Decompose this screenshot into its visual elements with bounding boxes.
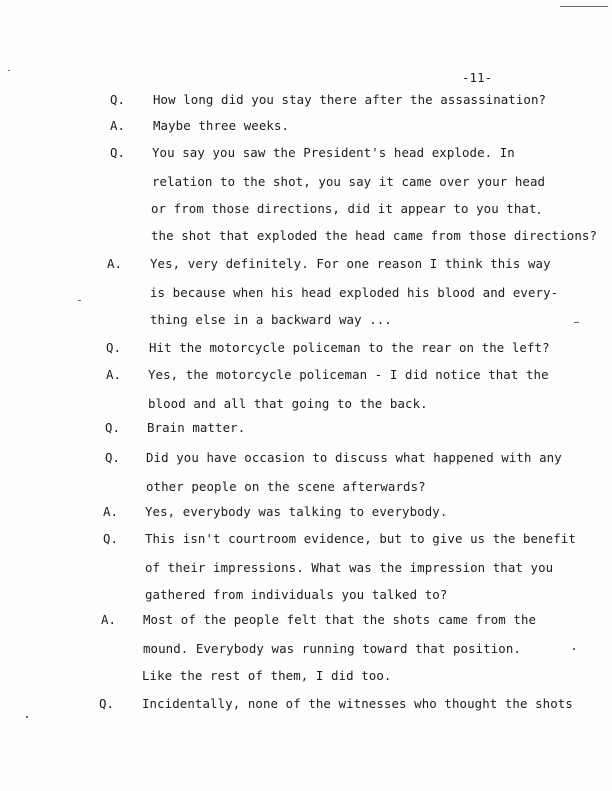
entry-line: the shot that exploded the head came from those directions? [151, 228, 598, 243]
entry-line: How long did you stay there after the assassination? [153, 92, 547, 107]
entry-line: is because when his head exploded his blood and every- [150, 285, 559, 300]
entry-line: other people on the scene afterwards? [146, 479, 426, 494]
entry-line: of their impressions. What was the impression that you [145, 560, 554, 575]
speaker-label: A. [106, 367, 122, 382]
scan-mark [78, 300, 81, 301]
entry-line: Brain matter. [147, 420, 246, 435]
speaker-label: A. [110, 118, 126, 133]
entry-line: Yes, very definitely. For one reason I think this way [150, 256, 551, 271]
scan-mark [574, 322, 579, 323]
speaker-label: Q. [110, 92, 126, 107]
speaker-label: A. [107, 256, 123, 271]
speaker-label: Q. [105, 420, 121, 435]
speaker-label: Q. [106, 340, 122, 355]
entry-line: Most of the people felt that the shots came from the [143, 612, 537, 627]
speaker-label: A. [103, 504, 119, 519]
speaker-label: Q. [105, 450, 121, 465]
page-number: -11- [462, 70, 493, 85]
scan-mark [8, 70, 10, 71]
entry-line: mound. Everybody was running toward that position. [143, 641, 521, 656]
entry-line: blood and all that going to the back. [148, 396, 428, 411]
entry-line: or from those directions, did it appear to you that [151, 201, 537, 216]
speaker-label: Q. [103, 531, 119, 546]
scan-mark [573, 648, 575, 650]
scan-mark [560, 6, 608, 7]
entry-line: Yes, the motorcycle policeman - I did notice that the [148, 367, 549, 382]
entry-line: Hit the motorcycle policeman to the rear on the left? [149, 340, 550, 355]
entry-line: relation to the shot, you say it came over your head [152, 174, 546, 189]
entry-line: This isn't courtroom evidence, but to give us the benefit [145, 531, 576, 546]
entry-line: gathered from individuals you talked to? [145, 587, 448, 602]
speaker-label: A. [101, 612, 117, 627]
entry-line: Like the rest of them, I did too. [142, 668, 392, 683]
entry-line: Maybe three weeks. [153, 118, 290, 133]
entry-line: thing else in a backward way ... [150, 312, 392, 327]
entry-line: Did you have occasion to discuss what happened with any [146, 450, 562, 465]
speaker-label: Q. [99, 696, 115, 711]
entry-line: Yes, everybody was talking to everybody. [145, 504, 448, 519]
scan-mark [538, 212, 540, 214]
scan-mark [26, 716, 28, 718]
entry-line: Incidentally, none of the witnesses who thought the shots [142, 696, 573, 711]
entry-line: You say you saw the President's head explode. In [152, 145, 515, 160]
speaker-label: Q. [110, 145, 126, 160]
